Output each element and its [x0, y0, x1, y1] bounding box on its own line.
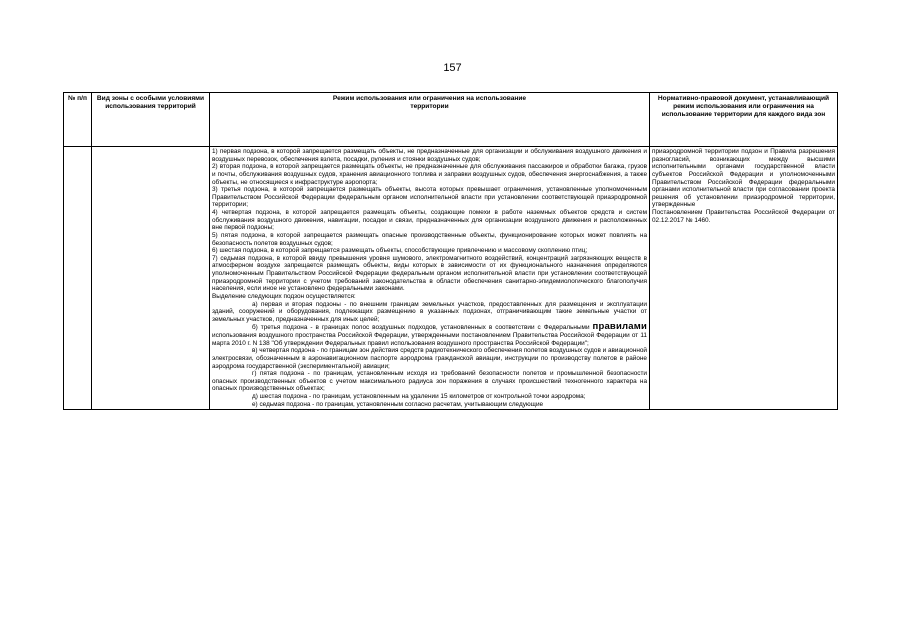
- subzone-item: 7) седьмая подзона, в которой ввиду превышения уровня шумового, электромагнитного воздействий, концентраций загрязняющих веществ в атмосферном воздухе запрещается размещать объекты, виды которых в зависимости от их функционального назначения определяются уполномоченным Правительством Российской Федерации федеральным органом исполнительной власти при установлении соответствующей приаэродромной территории с учетом требований законодательства в области обеспечения санитарно-эпидемиологического благополучия населения, если иное не установлено федеральными законами.: [212, 254, 647, 293]
- cell-number: [64, 147, 92, 410]
- document-text: Постановлением Правительства Российской Федерации от 02.12.2017 № 1460.: [652, 209, 835, 224]
- allocation-intro: Выделение следующих подзон осуществляется:: [212, 292, 356, 300]
- subzone-item: 6) шестая подзона, в которой запрещается размещать объекты, способствующие привлечению и массовому скоплению птиц;: [212, 247, 588, 255]
- header-regime-text: Режим использования или ограничения на использование территории: [332, 95, 527, 110]
- allocation-item: е) седьмая подзона - по границам, установленным согласно расчетам, учитывающим следующие: [252, 400, 544, 408]
- regulation-table: [63, 92, 838, 410]
- cell-legal-document: [650, 147, 838, 410]
- header-number: № п/п: [64, 93, 92, 147]
- cell-zone-type: [92, 147, 210, 410]
- subzone-item: 2) вторая подзона, в которой запрещается размещать объекты, не предназначенные для обслуживания пассажиров и обработки багажа, грузов и почты, обслуживания воздушных судов, хранения авиационного топлива и заправки воздушных судов, обеспечения энергоснабжения, а также объекты, не относящиеся к инфраструктуре аэропорта;: [212, 163, 647, 186]
- allocation-item: [212, 323, 647, 347]
- allocation-item: д) шестая подзона - по границам, установленным на удалении 15 километров от контрольной точки аэродрома;: [252, 393, 586, 400]
- allocation-item: г) пятая подзона - по границам, установленным исходя из требований безопасности полетов и промышленной безопасности опасных производственных объектов с учетом максимального радиуса зон поражения в случаях происшествий техногенного характера на опасных производственных объектах;: [212, 370, 647, 393]
- page-number: 157: [443, 62, 462, 74]
- subzone-item: 4) четвертая подзона, в которой запрещается размещать объекты, создающие помехи в работе наземных объектов средств и систем обслуживания воздушного движения, навигации, посадки и связи, предназначенных для организации воздушного движения и расположенных вне первой подзоны;: [212, 209, 647, 232]
- allocation-item-text: б) третья подзона - в границах полос воздушных подходов, установленных в соответствии с Федеральными: [252, 324, 593, 332]
- subzone-item: 1) первая подзона, в которой запрещается размещать объекты, не предназначенные для организации и обслуживания воздушного движения и воздушных перевозок, обеспечения взлета, посадки, руления и стоянки воздушных судов;: [212, 148, 647, 163]
- allocation-item: а) первая и вторая подзоны - по внешним границам земельных участков, предоставленных для размещения и эксплуатации зданий, сооружений и оборудования, подлежащих размещению в указанных подзонах, отграничивающим такие земельные участки от земельных участков, предназначенных для иных целей;: [212, 300, 647, 323]
- allocation-item-text: использования воздушного пространства Российской Федерации, утвержденными постановлением Правительства Российской Федерации от 11 марта 2010 г. N 138 "Об утверждении Федеральных правил использования воздушного пространства Российской Федерации";: [212, 332, 647, 347]
- rules-link: правилами: [592, 321, 647, 333]
- subzone-item: 3) третья подзона, в которой запрещается размещать объекты, высота которых превышает ограничения, установленные уполномоченным Правительством Российской Федерации федеральным органом исполнительной власти при установлении соответствующей приаэродромной территории;: [212, 186, 647, 209]
- subzone-item: 5) пятая подзона, в которой запрещается размещать опасные производственные объекты, функционирование которых может повлиять на безопасность полетов воздушных судов;: [212, 231, 647, 247]
- cell-regime: [210, 147, 650, 410]
- table-row: [64, 147, 838, 410]
- header-legal-document: Нормативно-правовой документ, устанавливающий режим использования или ограничения на использование территории для каждого вида зон: [650, 93, 838, 147]
- table-header-row: [64, 93, 838, 147]
- header-regime: [210, 93, 650, 147]
- allocation-item: в) четвертая подзона - по границам зон действия средств радиотехнического обеспечения полетов воздушных судов и авиационной электросвязи, обозначенным в аэронавигационном паспорте аэродрома гражданской авиации, инструкции по производству полетов в районе аэродрома государственной (экспериментальной) авиации;: [212, 347, 647, 370]
- header-zone-type: Вид зоны с особыми условиями использования территорий: [92, 93, 210, 147]
- document-text: приаэродромной территории подзон и Правила разрешения разногласий, возникающих между высшими исполнительными органами государственной власти субъектов Российской Федерации и уполномоченными Правительством Российской Федерации федеральными органами исполнительной власти при согласовании проекта решения об установлении приаэродромной территории, утвержденные: [652, 148, 835, 209]
